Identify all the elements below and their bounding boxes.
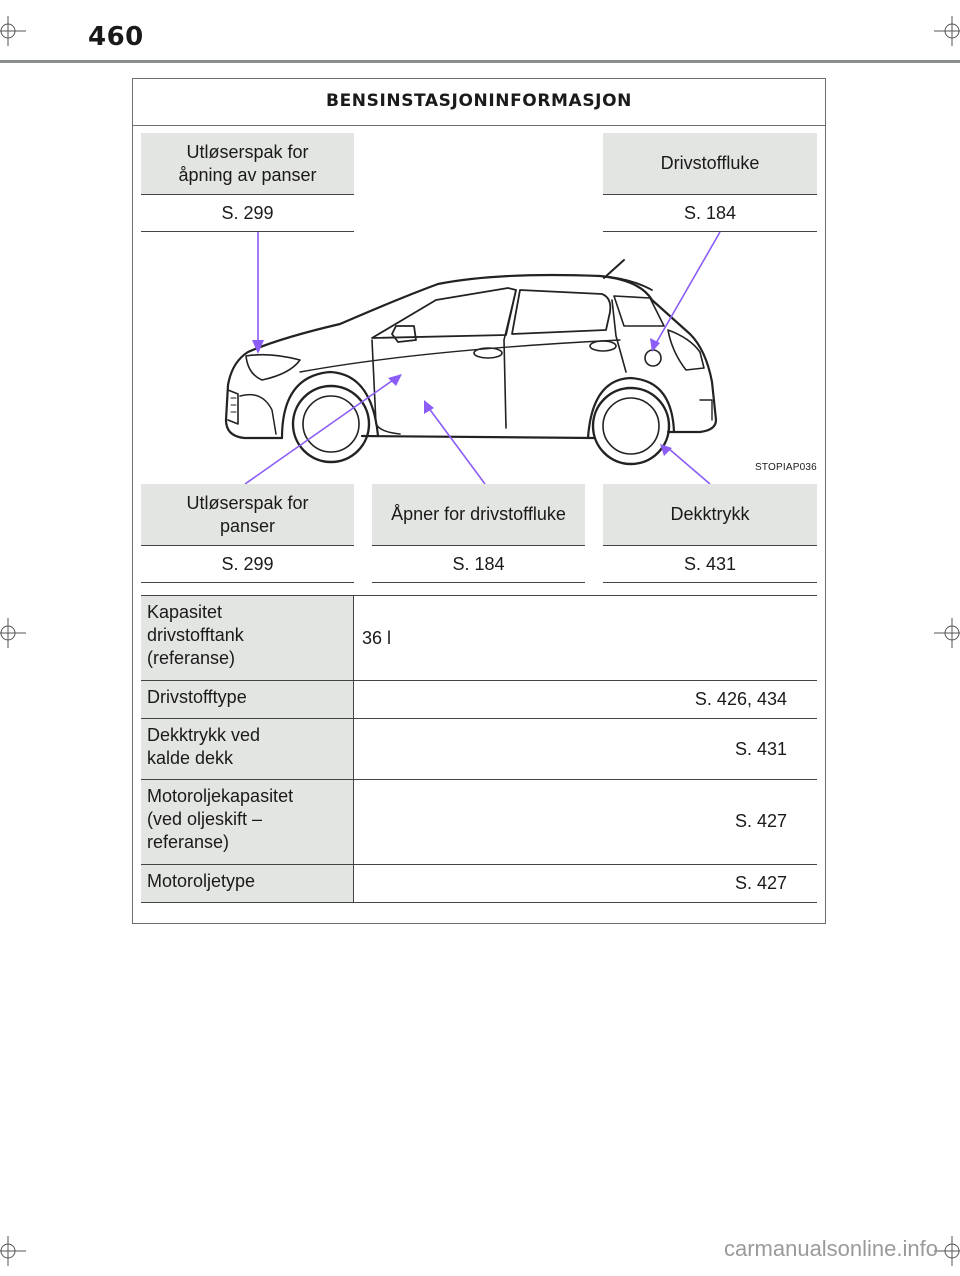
fuel-door-ref: S. 184: [603, 195, 817, 232]
tank-capacity-label: Kapasitet drivstofftank (referanse): [141, 596, 354, 680]
hood-release-top-ref: S. 299: [141, 195, 354, 232]
oil-capacity-value: S. 427: [734, 811, 787, 831]
watermark: carmanualsonline.info: [723, 1236, 938, 1261]
page-number: 460: [88, 22, 144, 52]
table-row: [141, 596, 817, 681]
tank-capacity-value: 36 l: [362, 627, 392, 648]
fuel-door-opener-label: Åpner for drivstoffluke: [372, 484, 585, 546]
hood-release-ref: S. 299: [141, 546, 354, 583]
crop-mark-icon: [0, 16, 26, 46]
hood-release-top-label: Utløserspak for åpning av panser: [141, 133, 354, 195]
figure-code: STOPIAP036: [755, 462, 817, 473]
fuel-type-label: Drivstofftype: [141, 681, 354, 718]
header-rule: [0, 60, 960, 63]
fuel-door-label: Drivstoffluke: [603, 133, 817, 195]
crop-mark-icon: [934, 618, 960, 648]
tire-pressure-ref: S. 431: [603, 546, 817, 583]
cold-tire-pressure-value: S. 431: [734, 738, 787, 759]
oil-capacity-label: Motoroljekapasitet (ved oljeskift – referanse): [141, 780, 354, 864]
crop-mark-icon: [934, 16, 960, 46]
crop-mark-icon: [0, 618, 26, 648]
table-row: [141, 719, 817, 780]
table-row: [141, 865, 817, 903]
section-title: BENSINSTASJONINFORMASJON: [133, 79, 825, 126]
oil-type-label: Motoroljetype: [141, 865, 354, 902]
cold-tire-pressure-label: Dekktrykk ved kalde dekk: [141, 719, 354, 779]
fuel-info-table: [141, 595, 817, 903]
fuel-door-opener-ref: S. 184: [372, 546, 585, 583]
crop-mark-icon: [0, 1236, 26, 1266]
table-row: [141, 681, 817, 719]
tire-pressure-label: Dekktrykk: [603, 484, 817, 546]
table-row: [141, 780, 817, 865]
fuel-type-value: S. 426, 434: [694, 689, 787, 709]
oil-type-value: S. 427: [734, 873, 787, 893]
hood-release-label: Utløserspak for panser: [141, 484, 354, 546]
